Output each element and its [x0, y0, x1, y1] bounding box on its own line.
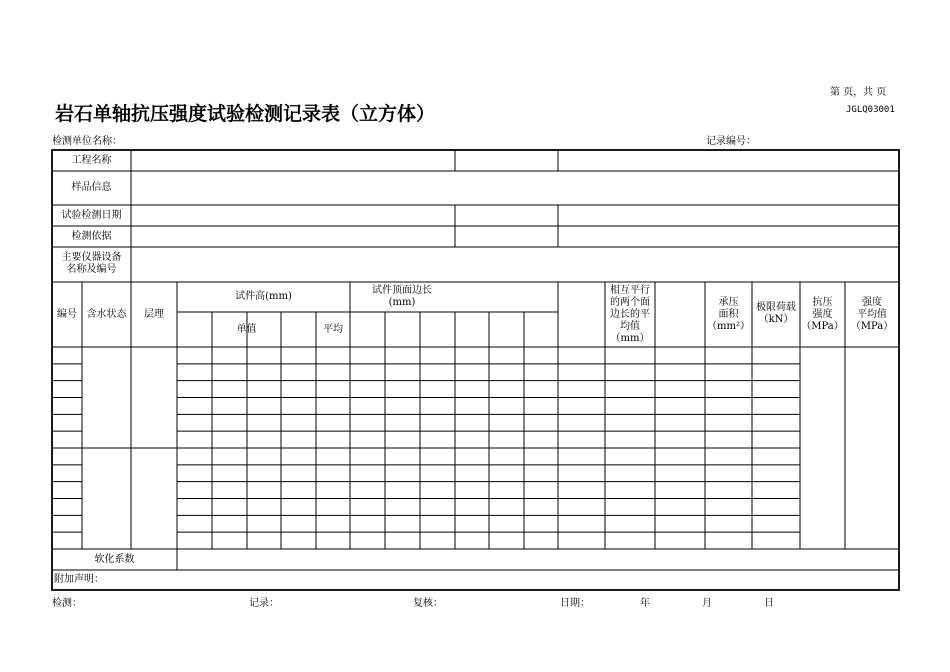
- col-header-parallel-line5: （mm）: [610, 333, 650, 344]
- col-header-top-edge: [350, 285, 454, 309]
- page-number-label: 第 页，共 页: [830, 87, 887, 98]
- col-header-height: 试件高(mm): [235, 291, 292, 302]
- day-label: 日: [764, 598, 774, 609]
- equipment-label-line1: 主要仪器设备: [61, 252, 122, 263]
- col-header-parallel-line2: 的两个面: [610, 297, 650, 308]
- project-name-label: 工程名称: [71, 155, 112, 166]
- col-header-area-line1: 承压: [718, 297, 739, 308]
- col-header-parallel-avg: [605, 285, 655, 345]
- col-header-moisture: 含水状态: [86, 309, 127, 320]
- recorder-label: 记录：: [249, 598, 279, 609]
- form-code: JGLQ03001: [846, 105, 895, 115]
- col-header-area-line2: 面积: [718, 309, 739, 320]
- sample-info-label: 样品信息: [71, 182, 112, 193]
- softening-coefficient-label: 软化系数: [94, 554, 135, 565]
- col-header-avg-strength: [845, 297, 899, 333]
- col-header-area: [705, 297, 752, 333]
- col-header-avg-strength-line3: （MPa）: [850, 321, 894, 332]
- record-number-label: 记录编号：: [706, 136, 756, 147]
- additional-statement-label: 附加声明：: [54, 574, 104, 585]
- col-header-single: 单值: [236, 324, 257, 335]
- equipment-label: [52, 252, 131, 276]
- col-header-load: [752, 302, 800, 326]
- col-header-parallel-line3: 边长的平: [610, 309, 650, 320]
- col-header-avg-strength-line1: 强度: [862, 297, 882, 308]
- col-header-load-line1: 极限荷载: [756, 302, 796, 313]
- testing-unit-label: 检测单位名称：: [52, 136, 122, 147]
- col-header-layer: 层理: [144, 309, 164, 320]
- month-label: 月: [702, 598, 712, 609]
- tester-label: 检测：: [52, 598, 82, 609]
- year-label: 年: [640, 598, 650, 609]
- test-date-label: 试验检测日期: [61, 210, 122, 221]
- col-header-load-line2: （kN）: [758, 314, 794, 325]
- col-header-strength-line3: （MPa）: [801, 321, 844, 332]
- col-header-area-line3: （mm²）: [707, 321, 750, 332]
- col-header-no: 编号: [57, 309, 77, 320]
- col-header-strength-line2: 强度: [812, 309, 833, 320]
- test-basis-label: 检测依据: [71, 231, 112, 242]
- col-header-strength-line1: 抗压: [812, 297, 833, 308]
- reviewer-label: 复核：: [413, 598, 443, 609]
- col-header-average: 平均: [323, 324, 343, 335]
- col-header-strength: [800, 297, 845, 333]
- col-header-top-edge-line1: 试件顶面边长: [372, 285, 432, 296]
- date-label: 日期：: [560, 598, 590, 609]
- col-header-avg-strength-line2: 平均值: [857, 309, 887, 320]
- col-header-top-edge-line2: (mm): [388, 297, 416, 308]
- form-title: 岩石单轴抗压强度试验检测记录表（立方体）: [55, 103, 436, 125]
- col-header-parallel-line1: 相互平行: [610, 285, 650, 296]
- col-header-parallel-line4: 均值: [620, 321, 640, 332]
- equipment-label-line2: 名称及编号: [66, 264, 117, 275]
